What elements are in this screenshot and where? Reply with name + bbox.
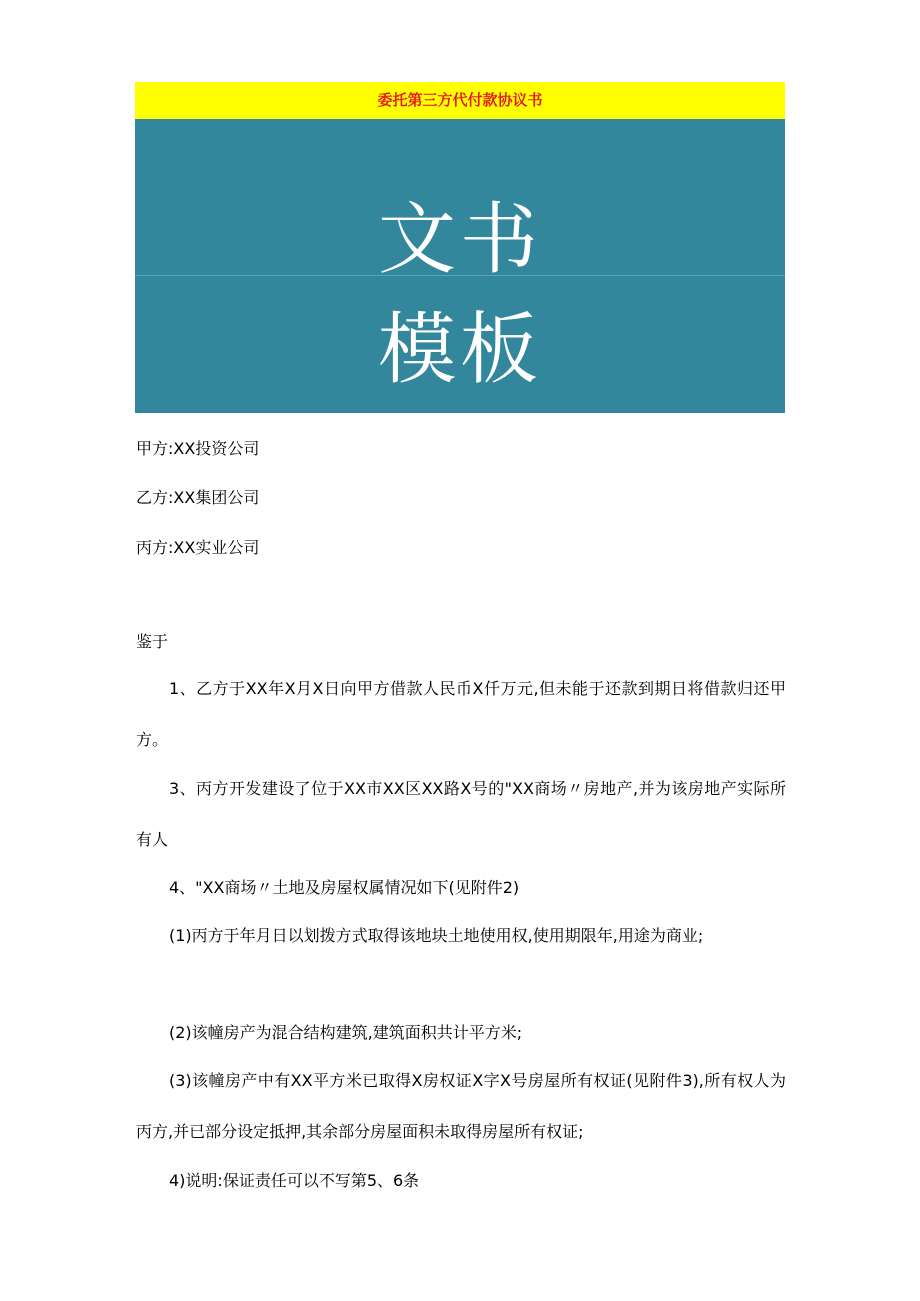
party-b: 乙方:XX集团公司	[136, 488, 260, 507]
clause-4-2	[136, 1007, 786, 1058]
cover-banner	[135, 119, 785, 413]
clause-4-4	[136, 1155, 786, 1206]
clause-3-text: 3、丙方开发建设了位于XX市XX区XX路X号的"XX商场〃房地产,并为该房地产实际所有人	[136, 779, 786, 849]
document-title: 委托第三方代付款协议书	[135, 82, 785, 119]
clause-4-text: 4、"XX商场〃土地及房屋权属情况如下(见附件2)	[169, 878, 520, 897]
clause-3	[136, 763, 786, 865]
party-c: 丙方:XX实业公司	[136, 538, 260, 557]
cover-line-2: 模板	[377, 305, 542, 395]
clause-4-2-text: (2)该幢房产为混合结构建筑,建筑面积共计平方米;	[169, 1023, 523, 1042]
clause-1	[136, 663, 786, 765]
clause-4	[136, 862, 786, 913]
preamble-heading: 鉴于	[136, 632, 169, 651]
clause-4-1	[136, 910, 786, 961]
clause-4-3	[136, 1055, 786, 1157]
cover-line-1: 文书	[377, 195, 542, 285]
clause-4-3-text: (3)该幢房产中有XX平方米已取得X房权证X字X号房屋所有权证(见附件3),所有权人为丙方,并已部分设定抵押,其余部分房屋面积未取得房屋所有权证;	[136, 1071, 786, 1141]
clause-1-text: 1、乙方于XX年X月X日向甲方借款人民币X仟万元,但未能于还款到期日将借款归还甲方。	[136, 679, 786, 749]
clause-4-1-text: (1)丙方于年月日以划拨方式取得该地块土地使用权,使用期限年,用途为商业;	[169, 926, 704, 945]
clause-4-4-text: 4)说明:保证责任可以不写第5、6条	[169, 1171, 420, 1190]
party-a: 甲方:XX投资公司	[136, 439, 260, 458]
